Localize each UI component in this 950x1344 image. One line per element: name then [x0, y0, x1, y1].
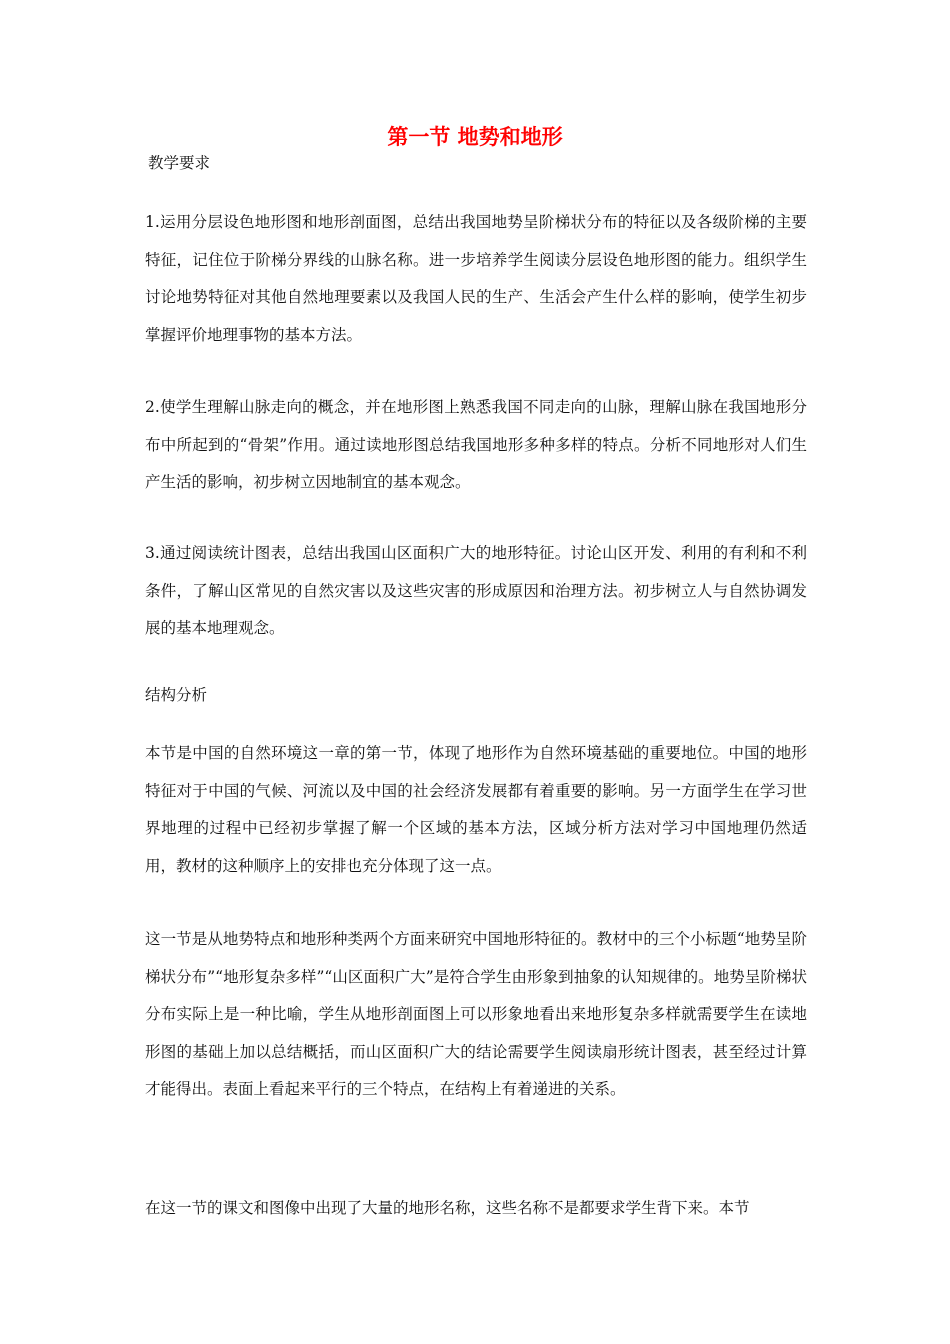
- analysis-paragraph-2: 这一节是从地势特点和地形种类两个方面来研究中国地形特征的。教材中的三个小标题“地势呈阶梯状分布”“地形复杂多样”“山区面积广大”是符合学生由形象到抽象的认知规律的。地势呈阶梯状分布实际上是一种比喻，学生从地形剖面图上可以形象地看出来地形复杂多样就需要学生在读地形图的基础上加以总结概括，而山区面积广大的结论需要学生阅读扇形统计图表，甚至经过计算才能得出。表面上看起来平行的三个特点，在结构上有着递进的关系。: [145, 930, 807, 1098]
- document-title: 第一节 地势和地形: [387, 125, 563, 149]
- requirement-paragraph-1: 1.运用分层设色地形图和地形剖面图，总结出我国地势呈阶梯状分布的特征以及各级阶梯的主要特征，记住位于阶梯分界线的山脉名称。进一步培养学生阅读分层设色地形图的能力。组织学生讨论地势特征对其他自然地理要素以及我国人民的生产、生活会产生什么样的影响，使学生初步掌握评价地理事物的基本方法。: [145, 213, 807, 344]
- heading-teaching-requirements: 教学要求: [148, 154, 211, 172]
- analysis-paragraph-3: 在这一节的课文和图像中出现了大量的地形名称，这些名称不是都要求学生背下来。本节: [145, 1199, 750, 1217]
- requirement-paragraph-3: 3.通过阅读统计图表，总结出我国山区面积广大的地形特征。讨论山区开发、利用的有利和不利条件，了解山区常见的自然灾害以及这些灾害的形成原因和治理方法。初步树立人与自然协调发展的基本地理观念。: [145, 544, 807, 637]
- analysis-paragraph-1: 本节是中国的自然环境这一章的第一节，体现了地形作为自然环境基础的重要地位。中国的地形特征对于中国的气候、河流以及中国的社会经济发展都有着重要的影响。另一方面学生在学习世界地理的过程中已经初步掌握了解一个区域的基本方法，区域分析方法对学习中国地理仍然适用，教材的这种顺序上的安排也充分体现了这一点。: [145, 744, 807, 875]
- requirement-paragraph-2: 2.使学生理解山脉走向的概念，并在地形图上熟悉我国不同走向的山脉，理解山脉在我国地形分布中所起到的“骨架”作用。通过读地形图总结我国地形多种多样的特点。分析不同地形对人们生产生活的影响，初步树立因地制宜的基本观念。: [145, 398, 807, 491]
- heading-structure-analysis: 结构分析: [145, 686, 208, 704]
